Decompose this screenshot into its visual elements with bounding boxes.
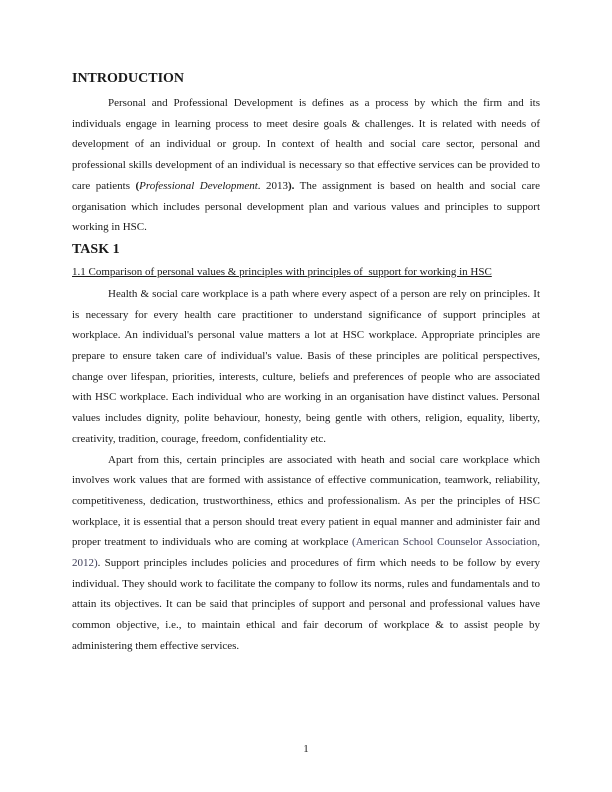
citation-open-paren: (: [135, 179, 140, 192]
page-number: 1: [303, 743, 309, 755]
task-1-heading: TASK 1: [72, 241, 120, 257]
task-1-1-subheading: 1.1 Comparison of personal values & principles with principles of support for working in HSC: [72, 265, 492, 278]
task-1-paragraph-2-start: Apart from this, certain principles are associated with heath and social care workplace which involves work values that are formed with assistance of effective communication, teamwork, reliability, competitiveness, dedication, trustworthiness, ethics and professionalism. As per the principles of HSC workplace, it is essential that a person should treat every patient in equal manner and administer fair and proper treatment to individuals who are coming at workplace: [72, 453, 540, 549]
citation-asca: (American School Counselor Association, 2012): [72, 536, 540, 570]
citation-title: Professional Development: [139, 179, 258, 192]
introduction-heading: INTRODUCTION: [72, 71, 185, 86]
document-page: [72, 70, 540, 657]
task-1-paragraph-1: Health & social care workplace is a path where every aspect of a person are rely on principles. It is necessary for every health care practitioner to understand significance of support principles at workplace. An individual's personal value matters a lot at HSC workplace. Appropriate principles are prepare to ensure taken care of individual's value. Basis of these principles are political perspectives, change over lifespan, priorities, interests, culture, beliefs and preferences of people who are associated with HSC workplace. Each individual who are working in an organisation have distinct values. Personal values includes dignity, polite behaviour, honesty, being gentle with others, religion, equality, liberty, creativity, tradition, courage, freedom, confidentiality etc.: [72, 287, 540, 445]
introduction-paragraph: [72, 93, 540, 238]
citation-year: . 2013: [257, 179, 288, 192]
task-1-paragraph-2: [72, 450, 540, 657]
task-1-paragraph-2-end: . Support principles includes policies and procedures of firm which needs to be follow by every individual. They should work to facilitate the company to follow its norms, rules and fundamentals and to attain its objectives. It can be said that principles of support and personal and professional values have common objective, i.e., to maintain ethical and fair decorum of workplace & to assist people by administering them effective services.: [72, 557, 540, 652]
introduction-text-end: The assignment is based on health and social care organisation which includes personal development plan and various values and principles to support working in HSC.: [72, 179, 540, 234]
introduction-text-start: Personal and Professional Development is defines as a process by which the firm and its individuals engage in learning process to meet desire goals & challenges. It is related with needs of development of an individual or group. In context of health and social care sector, personal and professional skills development of an individual is necessary so that effective services can be provided to care patients: [72, 97, 540, 192]
citation-close-paren: ).: [288, 179, 295, 192]
